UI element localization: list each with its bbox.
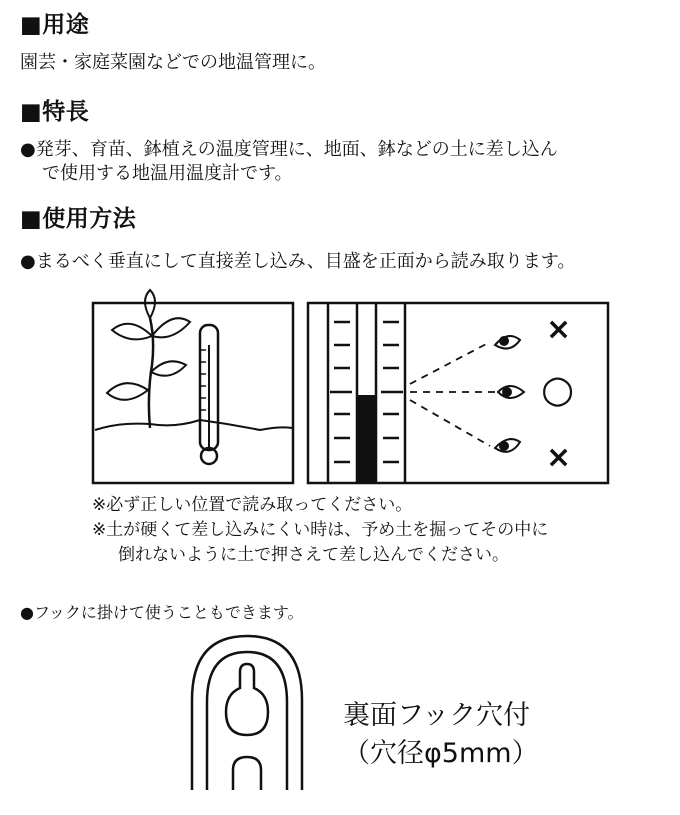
hook-label-line-2: （穴径φ5mm） <box>343 738 539 769</box>
features-line-2: で使用する地温用温度計です。 <box>42 163 293 184</box>
note-2: ※土が硬くて差し込みにくい時は、予め土を掘ってその中に <box>92 520 549 540</box>
features-line-1: ●発芽、育苗、鉢植えの温度管理に、地面、鉢などの土に差し込ん <box>20 139 558 160</box>
hook-label-line-1: 裏面フック穴付 <box>343 700 531 731</box>
features-heading: ■特長 <box>20 99 90 125</box>
wrong-mark-upper: × <box>546 312 572 347</box>
note-1: ※必ず正しい位置で読み取ってください。 <box>92 495 413 515</box>
usage-heading: ■用途 <box>20 12 90 38</box>
howto-heading: ■使用方法 <box>20 206 137 232</box>
hook-text: ●フックに掛けて使うこともできます。 <box>20 603 304 622</box>
correct-mark: ○ <box>541 367 575 411</box>
usage-text: 園芸・家庭菜園などでの地温管理に。 <box>20 52 326 73</box>
howto-text: ●まるべく垂直にして直接差し込み、目盛を正面から読み取ります。 <box>20 251 576 272</box>
note-3: 倒れないように土で押さえて差し込んでください。 <box>118 545 509 565</box>
wrong-mark-lower: × <box>546 440 572 475</box>
